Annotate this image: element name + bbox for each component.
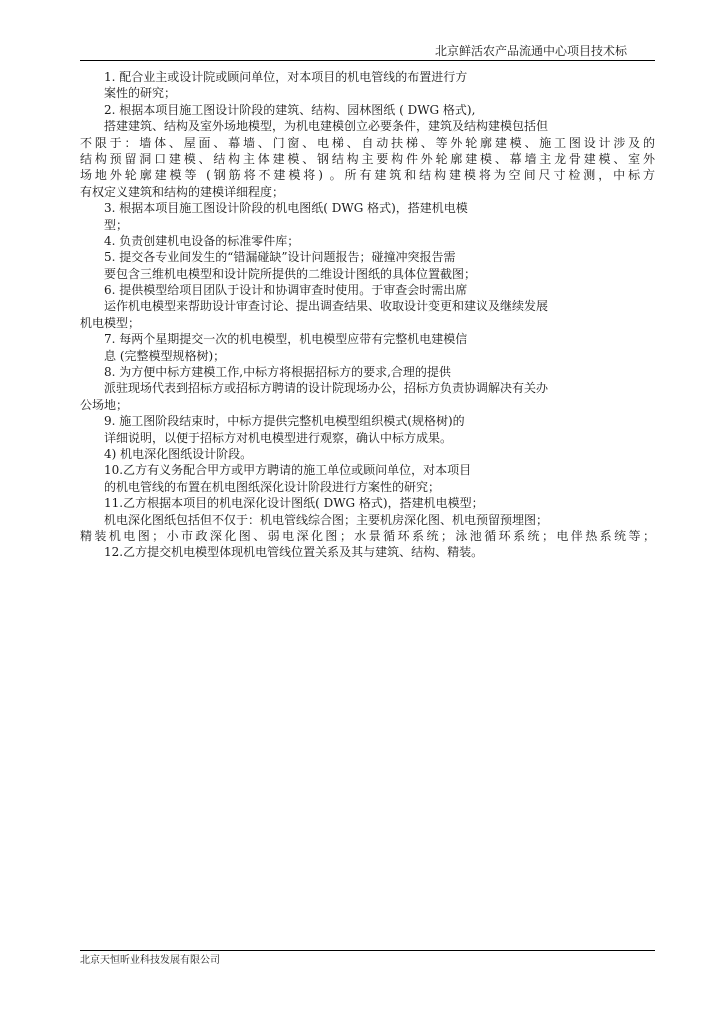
text-line: 10.乙方有义务配合甲方或甲方聘请的施工单位或顾问单位，对本项目: [104, 463, 472, 478]
text-line: 1. 配合业主或设计院或顾问单位，对本项目的机电管线的布置进行方: [104, 70, 468, 84]
text-line: 派驻现场代表到招标方或招标方聘请的设计院现场办公，招标方负责协调解决有关办: [104, 381, 549, 396]
footer-company-name: 北京天恒昕业科技发展有限公司: [80, 955, 220, 966]
text-line: 2. 根据本项目施工图设计阶段的建筑、结构、园林图纸 ( DWG 格式),: [104, 102, 476, 117]
text-line: 息 (完整模型规格树)；: [104, 348, 226, 363]
text-line: 搭建建筑、结构及室外场地模型，为机电建模创立必要条件，建筑及结构建模包括但: [104, 119, 549, 134]
document-body: [80, 69, 655, 561]
text-line: 6. 提供模型给项目团队于设计和协调审查时使用。于审查会时需出席: [104, 283, 468, 298]
text-line: 有权定义建筑和结构的建模详细程度；: [80, 184, 285, 199]
text-line: 型；: [104, 217, 129, 232]
text-line: 11.乙方根据本项目的机电深化设计图纸( DWG 格式)，搭建机电模型；: [104, 496, 484, 511]
text-line: 要包含三维机电模型和设计院所提供的二维设计图纸的具体位置截图；: [104, 266, 477, 281]
text-line: 详细说明，以便于招标方对机电模型进行观察，确认中标方成果。: [104, 430, 453, 445]
text-line: 机电深化图纸包括但不仅于：机电管线综合图；主要机房深化图、机电预留预埋图；: [104, 512, 549, 527]
text-line: 不限于：墙体、屋面、幕墙、门窗、电梯、自动扶梯、等外轮廓建模、施工图设计涉及的: [80, 135, 655, 150]
text-line: 9. 施工图阶段结束时，中标方提供完整机电模型组织模式(规格树)的: [104, 414, 465, 429]
text-line: 场地外轮廓建模等 (钢筋将不建模将) 。所有建筑和结构建模将为空间尺寸检测，中标方: [80, 168, 655, 183]
text-line: 12.乙方提交机电模型体现机电管线位置关系及其与建筑、结构、精装。: [104, 545, 484, 560]
text-line: 机电模型；: [80, 315, 141, 330]
text-line: 8. 为方便中标方建模工作,中标方将根据招标方的要求,合理的提供: [104, 365, 451, 380]
header-title: 北京鲜活农产品流通中心项目技术标: [434, 44, 627, 58]
text-line: 4) 机电深化图纸设计阶段。: [104, 446, 253, 461]
page-footer: [80, 950, 655, 971]
text-line: 5. 提交各专业间发生的“错漏碰缺”设计问题报告；碰撞冲突报告需: [104, 250, 456, 265]
text-line: 7. 每两个星期提交一次的机电模型，机电模型应带有完整机电建模信: [104, 332, 468, 347]
text-line: 精装机电图；小市政深化图、弱电深化图；水景循环系统；泳池循环系统；电伴热系统等；: [80, 528, 655, 543]
page-header: [80, 44, 655, 61]
text-line: 3. 根据本项目施工图设计阶段的机电图纸( DWG 格式)，搭建机电模: [104, 201, 468, 216]
text-line: 运作机电模型来帮助设计审查讨论、提出调查结果、收取设计变更和建议及继续发展: [104, 299, 549, 314]
text-line: 的机电管线的布置在机电图纸深化设计阶段进行方案性的研究；: [104, 479, 441, 494]
text-line: 4. 负责创建机电设备的标准零件库；: [104, 233, 300, 248]
text-line: 公场地；: [80, 397, 129, 412]
text-line: 结构预留洞口建模、结构主体建模、钢结构主要构件外轮廓建模、幕墙主龙骨建模、室外: [80, 151, 655, 166]
text-line: 案性的研究；: [104, 86, 177, 101]
